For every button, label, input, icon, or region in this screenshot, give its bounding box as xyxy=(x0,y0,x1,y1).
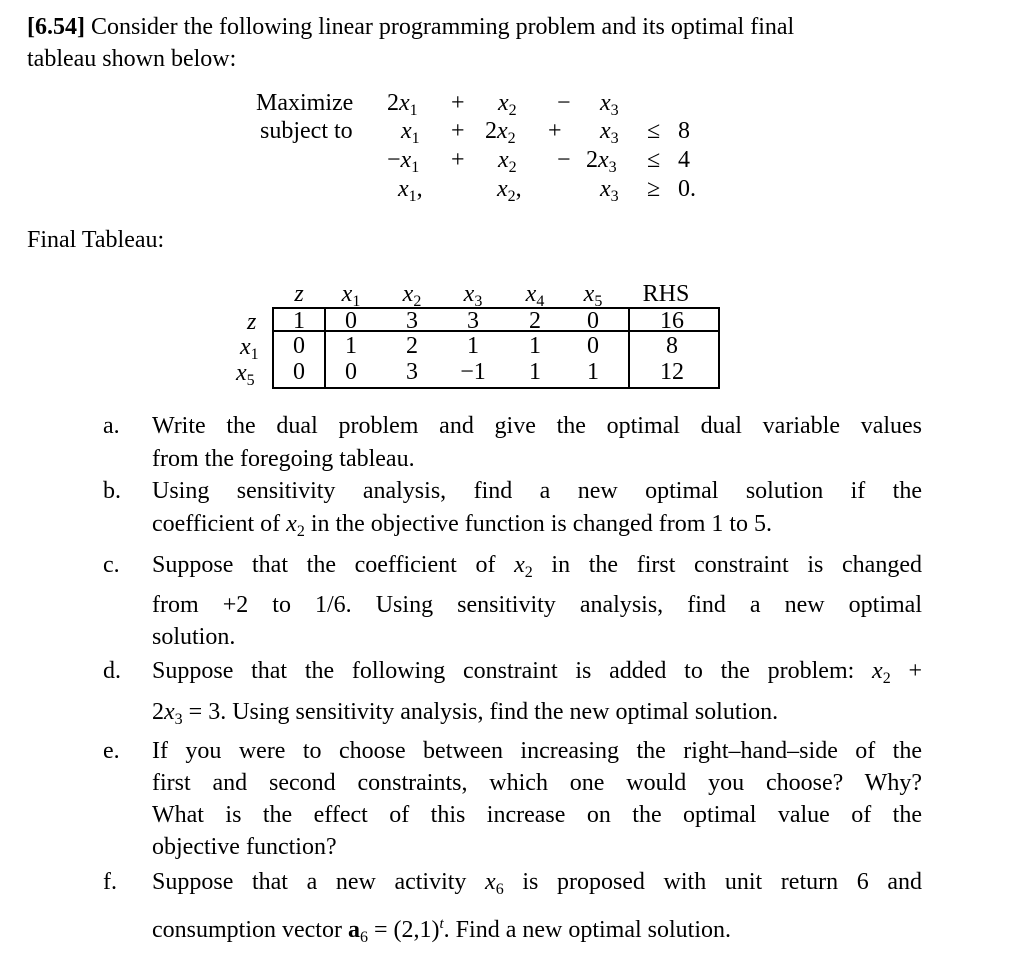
cell: 1 xyxy=(529,359,541,385)
row-label-x5: $x_5$ xyxy=(236,360,255,389)
question-text-line: solution. xyxy=(152,624,236,650)
c1-relation: ≤ xyxy=(647,118,661,144)
c1-op-2: + xyxy=(548,118,562,144)
final-tableau-label: Final Tableau: xyxy=(27,227,165,253)
question-letter: d. xyxy=(103,658,121,684)
cell: 0 xyxy=(293,333,305,359)
tableau-bottom-rule xyxy=(272,387,720,389)
cell: 2 xyxy=(406,333,418,359)
col-header-z: z xyxy=(294,281,304,307)
question-text-line: What is the effect of this increase on the optimal value of the xyxy=(152,802,922,828)
problem-intro: Consider the following linear programming problem and its optimal final xyxy=(90,14,795,40)
problem-number: [6.54] xyxy=(27,14,85,40)
cell: 1 xyxy=(529,333,541,359)
tableau-rhs-rule xyxy=(628,307,630,388)
cell: 3 xyxy=(406,359,418,385)
cell: 0 xyxy=(345,308,357,334)
question-text-line: Using sensitivity analysis, find a new optimal solution if the xyxy=(152,478,922,504)
cell: 3 xyxy=(467,308,479,334)
subject-to-label: subject to xyxy=(260,118,353,144)
col-header-x4: $x_4$ xyxy=(525,281,545,310)
question-text-line: consumption vector $a_6 = (2,1)^t$. Find a new optimal solution. xyxy=(152,916,731,946)
obj-op-1: + xyxy=(451,90,465,116)
cell: 0 xyxy=(587,333,599,359)
question-text-line: $2x_3 = 3$. Using sensitivity analysis, find the new optimal solution. xyxy=(152,699,779,728)
obj-term-1: $2x_1$ xyxy=(387,90,418,119)
cell: 1 xyxy=(345,333,357,359)
c2-term-3: $2x_3$ xyxy=(586,147,617,176)
col-header-x1: $x_1$ xyxy=(341,281,361,310)
question-text-line: If you were to choose between increasing the right–hand–side of the xyxy=(152,738,922,764)
tableau-right-rule xyxy=(718,307,720,388)
cell: 2 xyxy=(529,308,541,334)
c2-term-1: $-x_1$ xyxy=(387,147,420,176)
cell: 1 xyxy=(293,308,305,334)
question-letter: c. xyxy=(103,552,120,578)
cell: −1 xyxy=(460,359,486,385)
question-text-line: Suppose that the coefficient of $x_2$ in the first constraint is changed xyxy=(152,552,922,581)
cell: 12 xyxy=(660,359,684,385)
cell: 3 xyxy=(406,308,418,334)
question-text-line: first and second constraints, which one would you choose? Why? xyxy=(152,770,922,796)
nonneg-x2: $x_2$, xyxy=(497,176,522,205)
nonneg-x1: $x_1$, xyxy=(398,176,423,205)
c1-op-1: + xyxy=(451,118,465,144)
obj-term-2: $x_2$ xyxy=(498,90,517,119)
question-letter: b. xyxy=(103,478,121,504)
obj-op-2: − xyxy=(557,90,571,116)
question-text-line: Suppose that a new activity $x_6$ is proposed with unit return 6 and xyxy=(152,869,922,898)
c2-rhs: 4 xyxy=(678,147,690,173)
c2-relation: ≤ xyxy=(647,147,661,173)
cell: 1 xyxy=(467,333,479,359)
c1-term-1: $x_1$ xyxy=(401,118,420,147)
question-text-line: from +2 to 1/6. Using sensitivity analysis, find a new optimal xyxy=(152,592,922,618)
question-letter: f. xyxy=(103,869,117,895)
cell: 8 xyxy=(666,333,678,359)
nonneg-relation: ≥ xyxy=(647,176,661,202)
row-label-x1: $x_1$ xyxy=(240,334,259,363)
question-text-line: objective function? xyxy=(152,834,337,860)
cell: 0 xyxy=(293,359,305,385)
c2-op-2: − xyxy=(557,147,571,173)
c1-term-3: $x_3$ xyxy=(600,118,619,147)
col-header-rhs: RHS xyxy=(642,281,690,307)
cell: 0 xyxy=(345,359,357,385)
cell: 16 xyxy=(660,308,684,334)
problem-header-line2: tableau shown below: xyxy=(27,46,237,72)
question-letter: e. xyxy=(103,738,120,764)
question-text-line: from the foregoing tableau. xyxy=(152,446,415,472)
c1-rhs: 8 xyxy=(678,118,690,144)
col-header-x3: $x_3$ xyxy=(463,281,483,310)
question-letter: a. xyxy=(103,413,120,439)
question-text-line: coefficient of $x_2$ in the objective function is changed from 1 to 5. xyxy=(152,511,773,540)
row-label-z: z xyxy=(247,309,257,335)
question-text-line: Write the dual problem and give the optimal dual variable values xyxy=(152,413,922,439)
c2-op-1: + xyxy=(451,147,465,173)
cell: 0 xyxy=(587,308,599,334)
cell: 1 xyxy=(587,359,599,385)
problem-header-line1 xyxy=(27,15,794,39)
question-text-line: Suppose that the following constraint is added to the problem: $x_2$ + xyxy=(152,658,922,687)
maximize-label: Maximize xyxy=(256,90,354,116)
col-header-x5: $x_5$ xyxy=(583,281,603,310)
nonneg-x3: $x_3$ xyxy=(600,176,619,205)
nonneg-rhs: 0. xyxy=(678,176,696,202)
c1-term-2: $2x_2$ xyxy=(485,118,516,147)
col-header-x2: $x_2$ xyxy=(402,281,422,310)
c2-term-2: $x_2$ xyxy=(498,147,517,176)
obj-term-3: $x_3$ xyxy=(600,90,619,119)
